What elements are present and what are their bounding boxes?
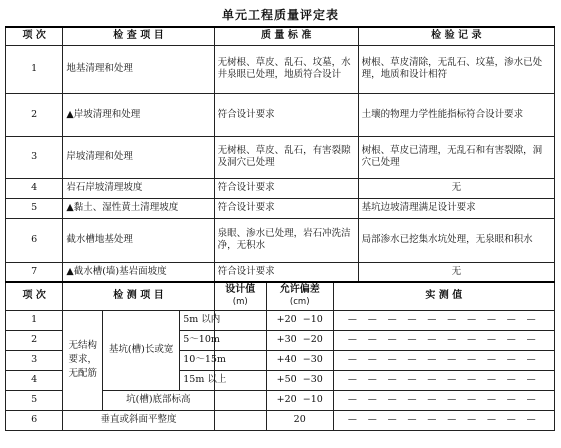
- header-tolerance: [266, 282, 333, 310]
- row-record: 土壤的物理力学性能指标符合设计要求: [358, 93, 554, 136]
- range-label: 5m 以内: [180, 310, 214, 330]
- row-no: 5: [6, 198, 63, 218]
- row-no: 2: [6, 93, 63, 136]
- row-no: 4: [6, 370, 63, 390]
- measured-dashes: — — — — — — — — — —: [333, 350, 554, 370]
- sub-group-label: 基坑(槽)长或宽: [103, 310, 180, 390]
- header-no: 项 次: [6, 27, 63, 45]
- row-record: 树根、草皮已清理，无乱石和有害裂隙，洞穴已处理: [358, 136, 554, 178]
- measured-dashes: — — — — — — — — — —: [333, 370, 554, 390]
- design-value-cell: [214, 390, 266, 410]
- check-row-5: [6, 198, 555, 218]
- row-standard: 符合设计要求: [214, 178, 358, 198]
- range-label: 坑(槽)底部标高: [103, 390, 215, 410]
- check-row-4: [6, 178, 555, 198]
- row-record: 局部渗水已挖集水坑处理，无泉眼和积水: [358, 218, 554, 262]
- row-record: 树根、草皮清除，无乱石、坟墓，渗水已处理，地质和设计相符: [358, 45, 554, 93]
- check-row-7: [6, 262, 555, 282]
- row-no: 3: [6, 350, 63, 370]
- row-no: 4: [6, 178, 63, 198]
- row-standard: 无树根、草皮、乱石，有害裂隙及洞穴已处理: [214, 136, 358, 178]
- row-item: ▲截水槽(墙)基岩面坡度: [63, 262, 214, 282]
- check-row-1: [6, 45, 555, 93]
- row-no: 6: [6, 410, 63, 430]
- tolerance-value: +20 −10: [266, 310, 333, 330]
- check-row-6: [6, 218, 555, 262]
- row-no: 1: [6, 45, 63, 93]
- header-inspection-record: 检 验 记 录: [358, 27, 554, 45]
- design-value-cell: [214, 330, 266, 350]
- row-no: 7: [6, 262, 63, 282]
- row-record: 无: [358, 178, 554, 198]
- header-measured-values: 实 测 值: [333, 282, 554, 310]
- quality-evaluation-table: [5, 26, 555, 431]
- row-standard: 无树根、草皮、乱石、坟墓，水井泉眼已处理，地质符合设计: [214, 45, 358, 93]
- design-value-cell: [214, 410, 266, 430]
- row-item: 地基清理和处理: [63, 45, 214, 93]
- measured-dashes: — — — — — — — — — —: [333, 410, 554, 430]
- row-no: 1: [6, 310, 63, 330]
- row-standard: 符合设计要求: [214, 262, 358, 282]
- row-no: 5: [6, 390, 63, 410]
- range-label: 15m 以上: [180, 370, 214, 390]
- row-item: 截水槽地基处理: [63, 218, 214, 262]
- measured-dashes: — — — — — — — — — —: [333, 310, 554, 330]
- row-item: ▲黏土、湿性黄土清理坡度: [63, 198, 214, 218]
- row-item: ▲岸坡清理和处理: [63, 93, 214, 136]
- tolerance-value: +20 −10: [266, 390, 333, 410]
- tolerance-value: +50 −30: [266, 370, 333, 390]
- group-label: 无结构要求，无配筋: [63, 310, 103, 410]
- tolerance-label: 允许偏差: [279, 284, 320, 296]
- tolerance-value: +40 −30: [266, 350, 333, 370]
- row-standard: 符合设计要求: [214, 198, 358, 218]
- form-title: 单元工程质量评定表: [221, 8, 339, 22]
- row-no: 2: [6, 330, 63, 350]
- row-no: 6: [6, 218, 63, 262]
- header-design-value: [214, 282, 266, 310]
- measured-dashes: — — — — — — — — — —: [333, 390, 554, 410]
- row-item: 岩石岸坡清理坡度: [63, 178, 214, 198]
- row-item: 岸坡清理和处理: [63, 136, 214, 178]
- header-measure-item: 检 测 项 目: [63, 282, 214, 310]
- row-standard: 符合设计要求: [214, 93, 358, 136]
- range-label: 垂直或斜面平整度: [63, 410, 214, 430]
- range-label: 10～15m: [180, 350, 214, 370]
- row-standard: 泉眼、渗水已处理，岩石冲洗洁净，无积水: [214, 218, 358, 262]
- header-quality-standard: 质 量 标 准: [214, 27, 358, 45]
- measure-row-6: [6, 410, 555, 430]
- tolerance-value: 20: [266, 410, 333, 430]
- design-value-cell: [214, 310, 266, 330]
- row-record: 基坑边坡清理满足设计要求: [358, 198, 554, 218]
- range-label: 5～10m: [180, 330, 214, 350]
- row-record: 无: [358, 262, 554, 282]
- tolerance-value: +30 −20: [266, 330, 333, 350]
- design-label: 设计值: [225, 284, 256, 296]
- measured-dashes: — — — — — — — — — —: [333, 330, 554, 350]
- tolerance-unit: (cm): [289, 297, 310, 308]
- header-no-2: 项 次: [6, 282, 63, 310]
- measure-row-1: [6, 310, 555, 330]
- design-unit: (m): [232, 297, 248, 308]
- check-row-2: [6, 93, 555, 136]
- header-check-item: 检 查 项 目: [63, 27, 214, 45]
- measure-header-row: [6, 282, 555, 310]
- check-header-row: [6, 27, 555, 45]
- check-row-3: [6, 136, 555, 178]
- row-no: 3: [6, 136, 63, 178]
